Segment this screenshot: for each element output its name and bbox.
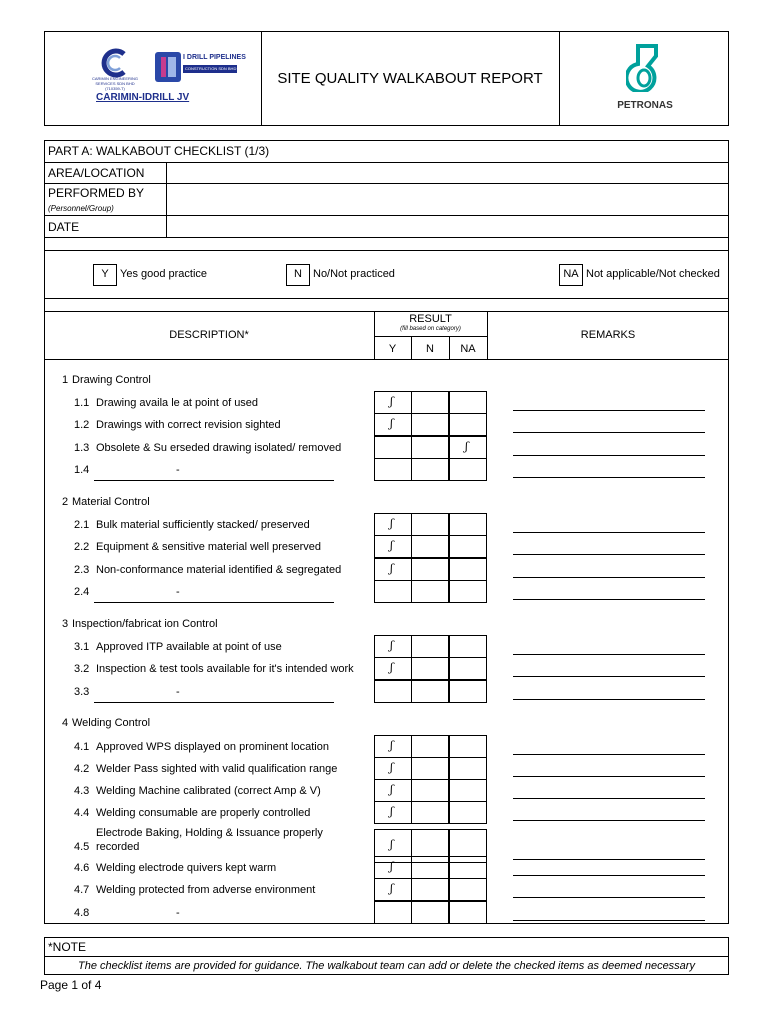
remarks-line[interactable] xyxy=(513,410,705,411)
carimin-c-icon xyxy=(80,48,150,78)
result-cell-y[interactable] xyxy=(374,657,412,680)
result-cell-y[interactable] xyxy=(374,635,412,658)
item-placeholder: - xyxy=(176,464,180,476)
rule xyxy=(44,298,729,299)
result-cell-y[interactable] xyxy=(374,901,412,924)
item-number: 4.6 xyxy=(74,862,90,874)
item-text: Bulk material sufficiently stacked/ preserved xyxy=(96,519,310,531)
remarks-header: REMARKS xyxy=(580,329,636,341)
item-text: Non-conformance material identified & segregated xyxy=(96,564,342,576)
section-title: Material Control xyxy=(72,496,150,508)
header-divider-2 xyxy=(559,31,560,126)
section-title: Drawing Control xyxy=(72,374,151,386)
idrill-name: I DRILL PIPELINES xyxy=(183,54,246,61)
result-cell-na[interactable] xyxy=(449,535,487,558)
tick-mark: ʃ xyxy=(390,661,393,674)
tick-mark: ʃ xyxy=(390,562,393,575)
idrill-logo xyxy=(153,48,246,88)
item-placeholder: - xyxy=(176,686,180,698)
result-cell-na[interactable] xyxy=(449,878,487,901)
remarks-line[interactable] xyxy=(513,754,705,755)
result-cell-y[interactable] xyxy=(374,391,412,414)
result-cell-na[interactable] xyxy=(449,801,487,824)
section-number: 1 xyxy=(62,374,69,386)
date-label: DATE xyxy=(48,220,80,234)
result-cell-y[interactable] xyxy=(374,458,412,481)
tick-mark: ʃ xyxy=(390,539,393,552)
result-cell-na[interactable] xyxy=(449,735,487,758)
idrill-emblem-icon xyxy=(153,48,183,86)
item-number: 1.2 xyxy=(74,419,90,431)
item-number: 4.2 xyxy=(74,763,90,775)
tick-mark: ʃ xyxy=(390,838,393,851)
result-cell-n[interactable] xyxy=(411,801,449,824)
jv-name: CARIMIN-IDRILL JV xyxy=(96,92,190,103)
result-header: RESULT xyxy=(409,313,452,325)
item-number: 4.7 xyxy=(74,884,90,896)
tick-mark: ʃ xyxy=(390,805,393,818)
result-cell-n[interactable] xyxy=(411,558,449,581)
tick-mark: ʃ xyxy=(465,440,468,453)
petronas-emblem-icon xyxy=(626,44,666,92)
area-label: AREA/LOCATION xyxy=(48,166,145,180)
result-cell-y[interactable] xyxy=(374,878,412,901)
rule xyxy=(374,336,487,337)
tick-mark: ʃ xyxy=(390,517,393,530)
result-cell-y[interactable] xyxy=(374,757,412,780)
result-cell-na[interactable] xyxy=(449,635,487,658)
item-text: Welder Pass sighted with valid qualification range xyxy=(96,763,338,775)
area-location-field[interactable] xyxy=(167,163,728,183)
result-cell-y[interactable] xyxy=(374,580,412,603)
item-text: Welding consumable are properly controlled xyxy=(96,807,311,819)
item-text: Obsolete & Su erseded drawing isolated/ removed xyxy=(96,442,342,454)
tick-mark: ʃ xyxy=(390,860,393,873)
result-cell-n[interactable] xyxy=(411,436,449,459)
col-y-header: Y xyxy=(388,343,397,355)
item-number: 1.4 xyxy=(74,464,90,476)
section-title: Inspection/fabricat ion Control xyxy=(72,618,218,630)
result-cell-n[interactable] xyxy=(411,901,449,924)
item-text: Inspection & test tools available for it's intended work xyxy=(96,663,354,675)
date-field[interactable] xyxy=(167,216,728,237)
remarks-line[interactable] xyxy=(513,776,705,777)
result-cell-y[interactable] xyxy=(374,558,412,581)
rule xyxy=(44,237,729,238)
item-number: 4.8 xyxy=(74,907,90,919)
description-header: DESCRIPTION* xyxy=(169,329,249,341)
item-entry-line[interactable] xyxy=(94,602,334,603)
item-number: 3.1 xyxy=(74,641,90,653)
item-number: 3.2 xyxy=(74,663,90,675)
tick-mark: ʃ xyxy=(390,739,393,752)
legend-na-code: NA xyxy=(563,268,579,280)
report-title: SITE QUALITY WALKABOUT REPORT xyxy=(277,70,543,87)
remarks-line[interactable] xyxy=(513,477,705,478)
idrill-sub: CONSTRUCTION SDN BHD xyxy=(185,66,237,71)
result-cell-y[interactable] xyxy=(374,801,412,824)
carimin-line-3: (710359-T) xyxy=(105,86,125,91)
tick-mark: ʃ xyxy=(390,882,393,895)
result-cell-na[interactable] xyxy=(449,413,487,436)
result-cell-y[interactable] xyxy=(374,680,412,703)
result-cell-n[interactable] xyxy=(411,391,449,414)
remarks-line[interactable] xyxy=(513,432,705,433)
carimin-logo xyxy=(80,48,150,94)
rule xyxy=(44,359,729,360)
note-text: The checklist items are provided for guidance. The walkabout team can add or delete the checked items as deemed necessary xyxy=(78,960,695,972)
remarks-line[interactable] xyxy=(513,875,705,876)
result-cell-na[interactable] xyxy=(449,657,487,680)
result-cell-na[interactable] xyxy=(449,580,487,603)
remarks-line[interactable] xyxy=(513,577,705,578)
performed-label: PERFORMED BY xyxy=(48,186,145,200)
col-na-header: NA xyxy=(460,343,476,355)
result-cell-n[interactable] xyxy=(411,680,449,703)
item-text: Welding Machine calibrated (correct Amp & V) xyxy=(96,785,321,797)
result-cell-na[interactable] xyxy=(449,779,487,802)
performed-sub: (Personnel/Group) xyxy=(48,204,114,213)
item-text: Welding protected from adverse environment xyxy=(96,884,316,896)
result-cell-y[interactable] xyxy=(374,856,412,879)
note-heading: *NOTE xyxy=(48,940,87,954)
performed-by-field[interactable] xyxy=(167,184,728,215)
section-number: 4 xyxy=(62,717,69,729)
item-text: Drawings with correct revision sighted xyxy=(96,419,281,431)
tick-mark: ʃ xyxy=(390,395,393,408)
result-cell-n[interactable] xyxy=(411,413,449,436)
remarks-line[interactable] xyxy=(513,897,705,898)
item-text-2: recorded xyxy=(96,841,140,853)
result-cell-n[interactable] xyxy=(411,878,449,901)
carimin-line-1: CARIMIN ENGINEERING xyxy=(91,76,138,81)
item-number: 4.3 xyxy=(74,785,90,797)
result-cell-n[interactable] xyxy=(411,535,449,558)
result-cell-na[interactable] xyxy=(449,680,487,703)
remarks-line[interactable] xyxy=(513,532,705,533)
page-number: Page 1 of 4 xyxy=(40,978,102,992)
legend-n-text: No/Not practiced xyxy=(313,268,395,280)
legend-n-code: N xyxy=(294,268,302,280)
result-cell-na[interactable] xyxy=(449,436,487,459)
item-number: 1.1 xyxy=(74,397,90,409)
remarks-line[interactable] xyxy=(513,599,705,600)
remarks-line[interactable] xyxy=(513,554,705,555)
result-cell-y[interactable] xyxy=(374,779,412,802)
result-cell-n[interactable] xyxy=(411,635,449,658)
remarks-line[interactable] xyxy=(513,798,705,799)
item-number: 2.1 xyxy=(74,519,90,531)
result-cell-n[interactable] xyxy=(411,513,449,536)
tick-mark: ʃ xyxy=(390,783,393,796)
result-cell-na[interactable] xyxy=(449,901,487,924)
legend-na-text: Not applicable/Not checked xyxy=(586,268,720,280)
client-name: PETRONAS xyxy=(617,100,673,111)
item-text: Welding electrode quivers kept warm xyxy=(96,862,277,874)
tick-mark: ʃ xyxy=(390,761,393,774)
result-cell-na[interactable] xyxy=(449,458,487,481)
item-number: 2.2 xyxy=(74,541,90,553)
item-number: 2.4 xyxy=(74,586,90,598)
item-entry-line[interactable] xyxy=(94,480,334,481)
col-n-header: N xyxy=(426,343,434,355)
remarks-line[interactable] xyxy=(513,820,705,821)
result-cell-n[interactable] xyxy=(411,779,449,802)
legend-y-text: Yes good practice xyxy=(120,268,208,280)
result-cell-na[interactable] xyxy=(449,856,487,879)
petronas-logo xyxy=(610,44,680,114)
result-cell-y[interactable] xyxy=(374,436,412,459)
result-cell-y[interactable] xyxy=(374,735,412,758)
result-cell-n[interactable] xyxy=(411,735,449,758)
tick-mark: ʃ xyxy=(390,417,393,430)
item-number: 4.1 xyxy=(74,741,90,753)
item-number: 2.3 xyxy=(74,564,90,576)
legend-y-code: Y xyxy=(101,268,109,280)
rule xyxy=(44,250,729,251)
result-cell-na[interactable] xyxy=(449,513,487,536)
item-text: Electrode Baking, Holding & Issuance properly xyxy=(96,827,323,839)
result-cell-n[interactable] xyxy=(411,757,449,780)
result-cell-n[interactable] xyxy=(411,657,449,680)
result-cell-n[interactable] xyxy=(411,458,449,481)
result-cell-na[interactable] xyxy=(449,558,487,581)
item-text: Approved WPS displayed on prominent location xyxy=(96,741,329,753)
result-cell-na[interactable] xyxy=(449,391,487,414)
carimin-line-2: SERVICES SDN BHD xyxy=(95,81,135,86)
remarks-line[interactable] xyxy=(513,654,705,655)
result-cell-n[interactable] xyxy=(411,856,449,879)
remarks-line[interactable] xyxy=(513,676,705,677)
item-entry-line[interactable] xyxy=(94,923,334,924)
item-entry-line[interactable] xyxy=(94,702,334,703)
result-cell-y[interactable] xyxy=(374,413,412,436)
section-title: Welding Control xyxy=(72,717,151,729)
section-number: 3 xyxy=(62,618,69,630)
item-placeholder: - xyxy=(176,907,180,919)
rule xyxy=(44,956,729,957)
result-cell-na[interactable] xyxy=(449,757,487,780)
part-a-heading: PART A: WALKABOUT CHECKLIST (1/3) xyxy=(48,144,270,158)
result-sub-header: (fill based on category) xyxy=(400,326,461,332)
item-number: 3.3 xyxy=(74,686,90,698)
result-cell-n[interactable] xyxy=(411,580,449,603)
tick-mark: ʃ xyxy=(390,639,393,652)
item-number: 4.5 xyxy=(74,841,90,853)
remarks-line[interactable] xyxy=(513,455,705,456)
rule xyxy=(44,311,729,312)
item-text: Drawing availa le at point of used xyxy=(96,397,259,409)
remarks-line[interactable] xyxy=(513,699,705,700)
item-text: Equipment & sensitive material well preserved xyxy=(96,541,321,553)
item-number: 1.3 xyxy=(74,442,90,454)
item-text: Approved ITP available at point of use xyxy=(96,641,282,653)
item-number: 4.4 xyxy=(74,807,90,819)
result-cell-y[interactable] xyxy=(374,535,412,558)
remarks-line[interactable] xyxy=(513,920,705,921)
section-number: 2 xyxy=(62,496,69,508)
item-placeholder: - xyxy=(176,586,180,598)
result-cell-y[interactable] xyxy=(374,513,412,536)
remarks-line[interactable] xyxy=(513,859,705,860)
